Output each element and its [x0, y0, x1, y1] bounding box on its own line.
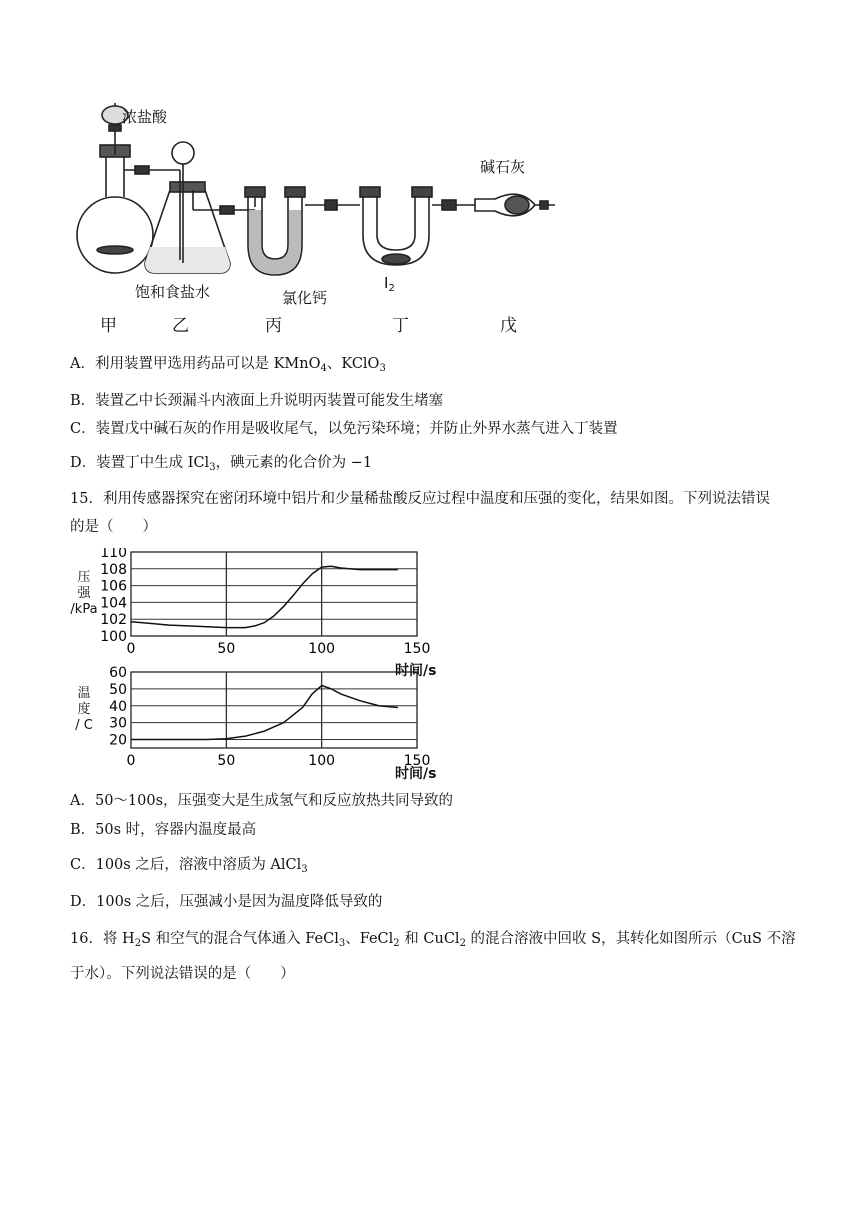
- u-tube-bing: [245, 187, 360, 275]
- q15-stem-line1: 15．利用传感器探究在密闭环境中铝片和少量稀盐酸反应过程中温度和压强的变化，结果如图。下列说法错误: [70, 491, 770, 507]
- temperature-ylabel: 温 度 / C: [75, 686, 93, 733]
- label-brine: 饱和食盐水: [135, 283, 211, 301]
- label-soda-lime: 碱石灰: [480, 158, 526, 176]
- q14-option-b: B．装置乙中长颈漏斗内液面上升说明丙装置可能发生堵塞: [70, 393, 444, 409]
- y-tick-label: 100: [100, 629, 127, 645]
- x-tick-label: 150: [403, 753, 431, 768]
- label-hcl: 浓盐酸: [122, 108, 168, 126]
- q15-option-d: D．100s 之后，压强减小是因为温度降低导致的: [70, 894, 383, 910]
- label-cacl2: 氯化钙: [282, 289, 328, 307]
- x-tick-label: 100: [308, 753, 336, 768]
- series-line: [131, 686, 398, 740]
- y-tick-label: 110: [100, 548, 127, 561]
- q15-option-a: A．50～100s，压强变大是生成氢气和反应放热共同导致的: [70, 793, 454, 809]
- y-tick-label: 108: [100, 561, 127, 578]
- pressure-ylabel: 压 强 /kPa: [70, 570, 98, 617]
- drying-tube-wu: [475, 194, 555, 216]
- q15-stem-line2: 的是（ ）: [70, 519, 157, 535]
- q14-option-c: C．装置戊中碱石灰的作用是吸收尾气，以免污染环境；并防止外界水蒸气进入丁装置: [70, 421, 618, 437]
- series-line: [131, 566, 398, 627]
- y-tick-label: 50: [109, 681, 127, 698]
- temperature-xlabel: 时间/s: [395, 766, 437, 782]
- q15-option-b: B．50s 时，容器内温度最高: [70, 822, 257, 838]
- x-tick-label: 100: [308, 641, 336, 657]
- u-tube-ding: [360, 187, 475, 265]
- label-iodine: $I_2$: [384, 274, 395, 294]
- q16-stem-line1: 16．将 $H_2S$ 和空气的混合气体通入 FeCl$_3$、FeCl$_2$ 和 CuCl$_2$ 的混合溶液中回收 S，其转化如图所示（CuS 不溶: [70, 931, 796, 949]
- x-tick-label: 0: [126, 753, 136, 768]
- y-tick-label: 60: [109, 666, 127, 681]
- y-tick-label: 40: [109, 698, 127, 715]
- device-name-bing: 丙: [265, 316, 282, 336]
- q14-option-a: A．利用装置甲选用药品可以是 KMnO$_4$、KClO$_3$: [70, 356, 386, 374]
- pressure-xlabel: 时间/s: [395, 663, 437, 679]
- y-tick-label: 102: [100, 612, 127, 629]
- y-tick-label: 104: [100, 595, 127, 612]
- plot-frame: [131, 672, 417, 748]
- x-tick-label: 50: [217, 641, 236, 657]
- device-name-jia: 甲: [100, 316, 117, 336]
- apparatus-diagram: [70, 95, 560, 310]
- x-tick-label: 0: [126, 641, 136, 657]
- pressure-chart: [95, 548, 455, 668]
- device-name-yi: 乙: [172, 316, 189, 336]
- x-tick-label: 150: [403, 641, 431, 657]
- q16-stem-line2: 于水）。下列说法错误的是（ ）: [70, 966, 295, 982]
- q14-option-d: D．装置丁中生成 ICl$_3$，碘元素的化合价为 −1: [70, 455, 373, 473]
- temperature-chart: [95, 666, 455, 768]
- y-tick-label: 30: [109, 715, 127, 732]
- y-tick-label: 106: [100, 578, 127, 595]
- q15-option-c: C．100s 之后，溶液中溶质为 AlCl$_3$: [70, 857, 308, 875]
- device-name-wu: 戊: [500, 316, 517, 336]
- x-tick-label: 50: [217, 753, 236, 768]
- plot-frame: [131, 552, 417, 636]
- flask-yi: [145, 142, 255, 273]
- device-name-ding: 丁: [392, 316, 409, 336]
- y-tick-label: 20: [109, 732, 127, 749]
